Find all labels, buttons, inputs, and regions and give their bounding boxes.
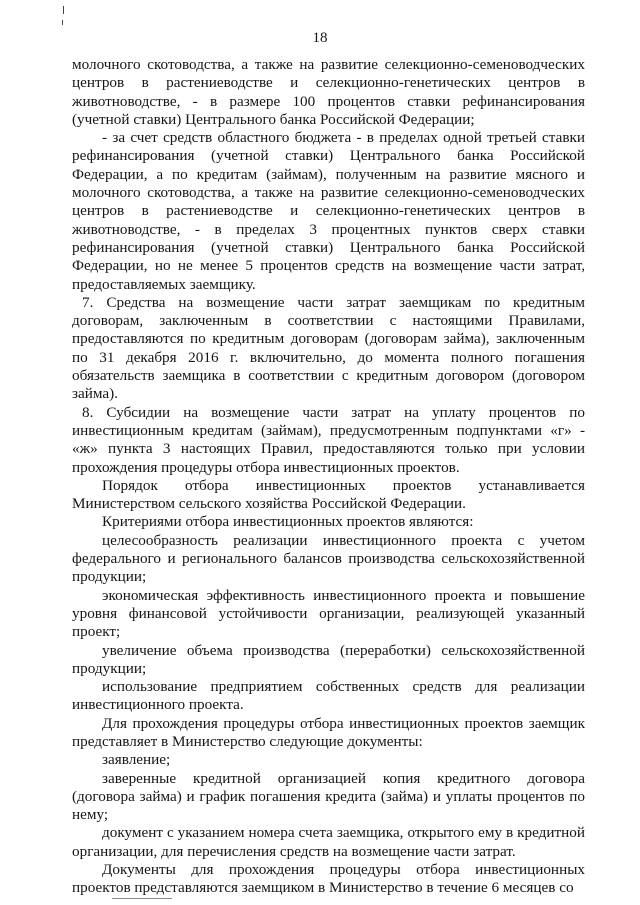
paragraph: целесообразность реализации инвестиционного проекта с учетом федерального и регионального балансов производства сельскохозяйственной продукции; [72,531,585,586]
paragraph: увеличение объема производства (переработки) сельскохозяйственной продукции; [72,641,585,677]
paragraph: документ с указанием номера счета заемщика, открытого ему в кредитной организации, для перечисления средств на возмещение части затрат. [72,824,585,860]
scan-mark [62,20,63,25]
page-number: 18 [312,30,328,46]
paragraph: 8. Субсидии на возмещение части затрат на уплату процентов по инвестиционным кредитам (займам), предусмотренным подпунктами «г» - «ж» пункта 3 настоящих Правил, предоставляются только при условии прохождения процедуры отбора инвестиционных проектов. [72,403,585,476]
paragraph: 7. Средства на возмещение части затрат заемщикам по кредитным договорам, заключенным в соответствии с настоящими Правилами, предоставляются по кредитным договорам (договорам займа), заключенным по 31 декабря 2016 г. включительно, до момента полного погашения обязательств заемщика в соответствии с кредитным договором (договором займа). [72,293,585,403]
footer-line [112,898,172,899]
paragraph: молочного скотоводства, а также на развитие селекционно-семеноводческих центров в растениеводстве и селекционно-генетических центров в животноводстве, - в размере 100 процентов ставки рефинансирования (учетной ставки) Центрального банка Российской Федерации; [72,56,585,128]
paragraph: Документы для прохождения процедуры отбора инвестиционных проектов представляются заемщиком в Министерство в течение 6 месяцев со [72,861,585,897]
paragraph: экономическая эффективность инвестиционного проекта и повышение уровня финансовой устойчивости организации, реализующей указанный проект; [72,586,585,641]
document-body [72,56,585,898]
paragraph: Критериями отбора инвестиционных проектов являются: [102,513,474,531]
paragraph: - за счет средств областного бюджета - в пределах одной третьей ставки рефинансирования (учетной ставки) Центрального банка Российской Федерации, а по кредитам (займам), полученным на развитие мясного и молочного скотоводства, а также на развитие селекционно-семеноводческих центров в растениеводстве и селекционно-генетических центров в животноводстве, - в пределах 3 процентных пунктов сверх ставки рефинансирования (учетной ставки) Центрального банка Российской Федерации, но не менее 5 процентов средств на возмещение части затрат, предоставляемых заемщику. [72,129,585,293]
paragraph: использование предприятием собственных средств для реализации инвестиционного проекта. [72,678,585,714]
paragraph: заявление; [102,751,171,769]
paragraph: Порядок отбора инвестиционных проектов устанавливается Министерством сельского хозяйства Российской Федерации. [72,476,585,513]
paragraph: Для прохождения процедуры отбора инвестиционных проектов заемщик представляет в Министерство следующие документы: [72,714,585,750]
paragraph: заверенные кредитной организацией копия кредитного договора (договора займа) и график погашения кредита (займа) и уплаты процентов по нему; [72,769,585,824]
scan-mark [63,6,64,14]
